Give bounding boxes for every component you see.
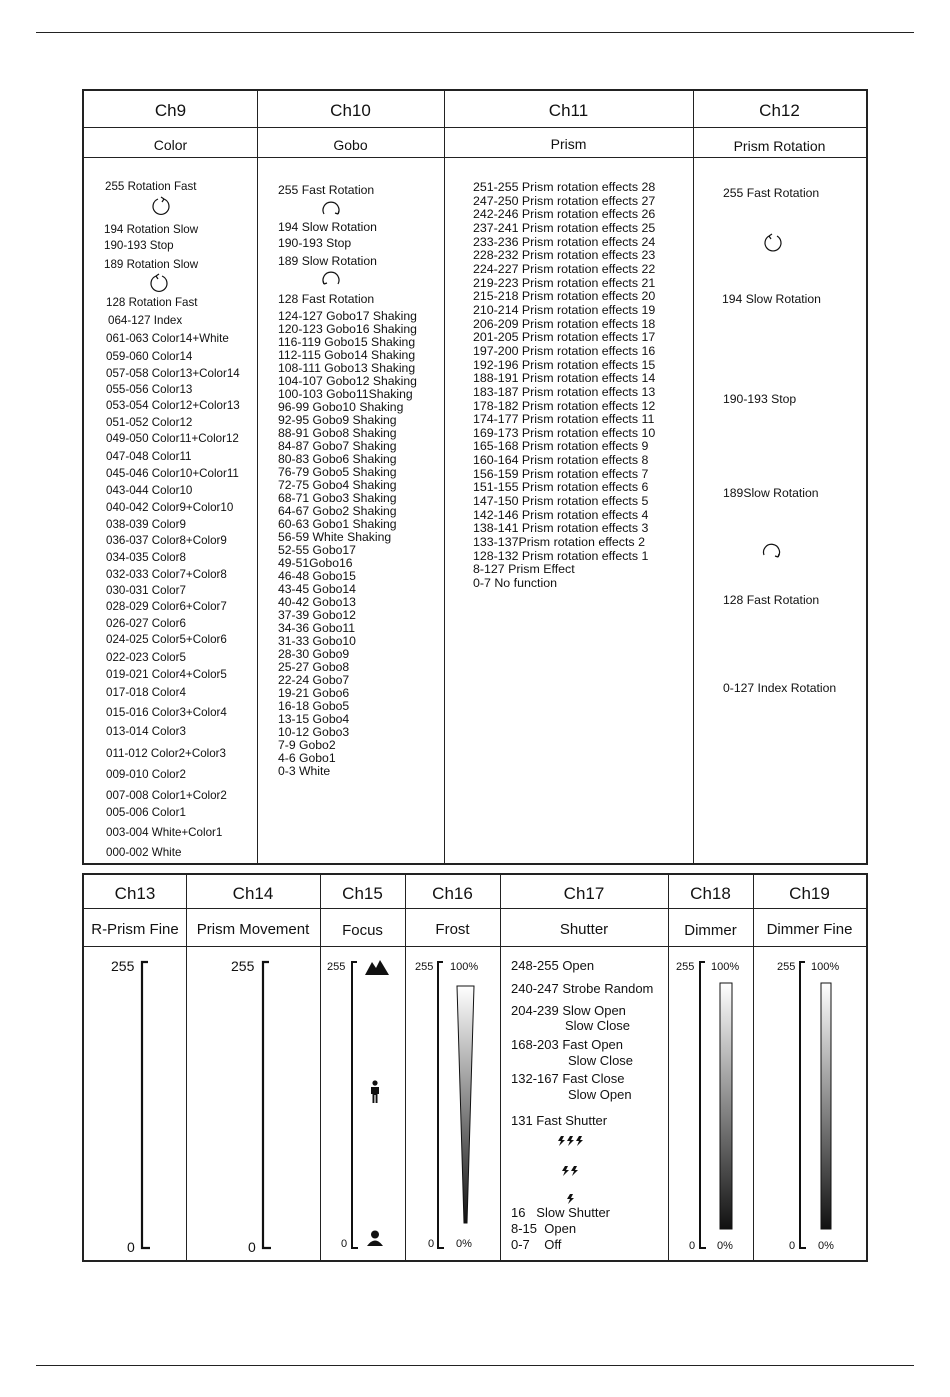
- ch9-item: 009-010 Color2: [106, 768, 186, 781]
- rotate-ccw-icon: [148, 273, 170, 295]
- name-ch12: Prism Rotation: [733, 138, 826, 154]
- ch11-item: 242-246 Prism rotation effects 26: [473, 207, 656, 222]
- ch11-item: 224-227 Prism rotation effects 22: [473, 261, 656, 276]
- ch9-item: 005-006 Color1: [106, 806, 186, 819]
- ch9-item: 045-046 Color10+Color11: [106, 467, 239, 480]
- ch11-item: 165-168 Prism rotation effects 9: [473, 439, 649, 454]
- ch11-item: 183-187 Prism rotation effects 13: [473, 384, 656, 399]
- ch9-item: 038-039 Color9: [106, 518, 186, 531]
- head-icon: [367, 1230, 383, 1246]
- rotate-ccw-icon: [762, 232, 784, 254]
- ch11-item: 147-150 Prism rotation effects 5: [473, 494, 649, 509]
- ch11-item: 188-191 Prism rotation effects 14: [473, 371, 656, 386]
- ch11-item: 128-132 Prism rotation effects 1: [473, 548, 649, 563]
- name-ch14: Prism Movement: [196, 921, 310, 938]
- ch11-item: 0-7 No function: [473, 576, 558, 591]
- ch11-item: 174-177 Prism rotation effects 11: [473, 412, 655, 427]
- header-ch14: Ch14: [232, 884, 274, 903]
- ch10-item: 190-193 Stop: [278, 236, 352, 250]
- ch11-item: 233-236 Prism rotation effects 24: [473, 234, 656, 249]
- ch12-item: 189Slow Rotation: [723, 486, 819, 500]
- ch16-pct-min: 0%: [456, 1238, 472, 1250]
- name-ch10: Gobo: [333, 137, 368, 153]
- ch9-item: 049-050 Color11+Color12: [106, 432, 239, 445]
- ch17-item: 132-167 Fast Close: [511, 1071, 625, 1086]
- ch9-item: 022-023 Color5: [106, 651, 186, 664]
- rotate-cw-icon: [150, 196, 172, 218]
- ch18-scale-bracket: [698, 962, 708, 1250]
- header-ch11: Ch11: [548, 101, 589, 120]
- name-ch15: Focus: [342, 922, 383, 939]
- ch17-low-item: 0-7 Off: [511, 1237, 562, 1252]
- ch11-item: 237-241 Prism rotation effects 25: [473, 220, 656, 235]
- ch9-item: 032-033 Color7+Color8: [106, 568, 227, 581]
- ch9-item: 034-035 Color8: [106, 551, 186, 564]
- header-ch18: Ch18: [690, 884, 731, 903]
- ch10-item: 34-36 Gobo11: [278, 621, 356, 635]
- ch18-pct-max: 100%: [711, 961, 740, 973]
- ch10-item: 40-42 Gobo13: [278, 595, 356, 609]
- header-ch19: Ch19: [789, 884, 830, 903]
- ch9-item: 061-063 Color14+White: [106, 332, 229, 345]
- ch9-item: 064-127 Index: [108, 314, 183, 327]
- ch16-scale-bracket: [436, 962, 446, 1250]
- ch10-item: 68-71 Gobo3 Shaking: [278, 491, 397, 505]
- ch12-item: 255 Fast Rotation: [723, 186, 820, 200]
- ch10-item: 16-18 Gobo5: [278, 699, 350, 713]
- ch11-item: 160-164 Prism rotation effects 8: [473, 453, 649, 468]
- ch10-item: 92-95 Gobo9 Shaking: [278, 413, 397, 427]
- ch15-min: 0: [341, 1238, 348, 1250]
- ch10-item: 25-27 Gobo8: [278, 660, 350, 674]
- name-ch16: Frost: [435, 921, 470, 938]
- ch10-item: 7-9 Gobo2: [278, 738, 336, 752]
- ch10-item: 56-59 White Shaking: [278, 530, 392, 544]
- header-ch17: Ch17: [563, 884, 605, 903]
- rotate-cw-icon: [320, 200, 342, 222]
- ch11-item: 251-255 Prism rotation effects 28: [473, 180, 656, 194]
- ch10-item: 43-45 Gobo14: [278, 582, 356, 596]
- ch17-item: 240-247 Strobe Random: [511, 981, 654, 996]
- ch19-pct-max: 100%: [811, 961, 840, 973]
- ch10-item: 84-87 Gobo7 Shaking: [278, 439, 397, 453]
- ch9-list: [106, 296, 240, 864]
- ch9-item: 013-014 Color3: [106, 725, 186, 738]
- ch17-item: 204-239 Slow Open: [511, 1003, 626, 1018]
- header-ch13: Ch13: [114, 884, 156, 903]
- ch17-item: 168-203 Fast Open: [511, 1037, 624, 1052]
- ch9-item: 057-058 Color13+Color14: [106, 367, 240, 380]
- header-ch12: Ch12: [759, 101, 800, 120]
- name-ch11: Prism: [550, 136, 587, 152]
- ch17-low-item: 8-15 Open: [511, 1221, 577, 1236]
- ch9-item: 047-048 Color11: [106, 450, 192, 463]
- ch17-item-sub: Slow Close: [565, 1018, 631, 1033]
- ch14-scale-bracket: [261, 962, 273, 1250]
- ch15-max: 255: [327, 961, 346, 973]
- ch10-item: 4-6 Gobo1: [278, 751, 336, 765]
- ch10-item: 124-127 Gobo17 Shaking: [278, 309, 417, 323]
- name-ch19: Dimmer Fine: [766, 921, 853, 938]
- ch10-item: 10-12 Gobo3: [278, 725, 350, 739]
- ch17-list: [511, 958, 653, 1131]
- ch10-item: 116-119 Gobo15 Shaking: [278, 335, 416, 349]
- ch11-item: 206-209 Prism rotation effects 18: [473, 316, 656, 331]
- ch10-item: 88-91 Gobo8 Shaking: [278, 426, 397, 440]
- rotate-cw-icon: [760, 543, 782, 565]
- ch11-item: 215-218 Prism rotation effects 20: [473, 289, 656, 304]
- ch19-scale-bracket: [798, 962, 808, 1250]
- ch17-low-list: [511, 1205, 610, 1253]
- name-ch18: Dimmer: [684, 922, 737, 939]
- name-ch9: Color: [153, 137, 188, 153]
- ch13-max: 255: [111, 958, 135, 974]
- ch10-item: 22-24 Gobo7: [278, 673, 350, 687]
- ch10-item: 72-75 Gobo4 Shaking: [278, 478, 397, 492]
- ch17-item-sub: Slow Open: [568, 1087, 632, 1102]
- ch12-item: 190-193 Stop: [723, 392, 797, 406]
- ch10-item: 49-51Gobo16: [278, 556, 353, 570]
- ch10-item: 46-48 Gobo15: [278, 569, 356, 583]
- ch10-list: [278, 310, 417, 778]
- ch9-item: 019-021 Color4+Color5: [106, 668, 227, 681]
- ch10-item: 64-67 Gobo2 Shaking: [278, 504, 397, 518]
- ch11-item: 178-182 Prism rotation effects 12: [473, 398, 656, 413]
- ch10-item: 19-21 Gobo6: [278, 686, 350, 700]
- ch14-max: 255: [231, 958, 255, 974]
- ch9-item: 026-027 Color6: [106, 617, 186, 630]
- ch10-item: 13-15 Gobo4: [278, 712, 350, 726]
- ch12-item: 194 Slow Rotation: [722, 292, 821, 306]
- top-channel-table: [82, 89, 868, 865]
- ch9-item: 017-018 Color4: [106, 686, 186, 699]
- name-ch13: R-Prism Fine: [91, 921, 179, 938]
- ch10-item: 52-55 Gobo17: [278, 543, 356, 557]
- ch11-item: 192-196 Prism rotation effects 15: [473, 357, 656, 372]
- ch10-item: 60-63 Gobo1 Shaking: [278, 517, 397, 531]
- ch10-item: 0-3 White: [278, 764, 331, 778]
- strobe-slow-icon: [566, 1194, 576, 1204]
- ch10-item: 28-30 Gobo9: [278, 647, 350, 661]
- ch11-item: 8-127 Prism Effect: [473, 562, 575, 577]
- ch9-item: 128 Rotation Fast: [106, 296, 198, 309]
- ch15-scale-bracket: [350, 962, 360, 1250]
- mountain-icon: [365, 959, 389, 975]
- ch11-item: 197-200 Prism rotation effects 16: [473, 343, 656, 358]
- ch10-item: 112-115 Gobo14 Shaking: [278, 348, 416, 362]
- bottom-channel-table: [82, 873, 868, 1262]
- header-ch15: Ch15: [342, 884, 383, 903]
- ch10-item: 37-39 Gobo12: [278, 608, 356, 622]
- ch11-item: 169-173 Prism rotation effects 10: [473, 425, 656, 440]
- ch10-item: 128 Fast Rotation: [278, 292, 375, 306]
- ch10-item: 255 Fast Rotation: [278, 183, 375, 197]
- ch9-item: 003-004 White+Color1: [106, 826, 223, 839]
- ch19-dimmer-ramp: [820, 982, 832, 1230]
- ch18-dimmer-ramp: [719, 982, 733, 1230]
- ch11-item: 156-159 Prism rotation effects 7: [473, 466, 649, 481]
- ch19-pct-min: 0%: [818, 1240, 834, 1252]
- ch17-item: 248-255 Open: [511, 958, 595, 973]
- ch13-min: 0: [127, 1239, 135, 1255]
- ch9-item: 043-044 Color10: [106, 484, 193, 497]
- ch11-list: [473, 181, 655, 591]
- ch13-scale-bracket: [140, 962, 152, 1250]
- ch12-item: 0-127 Index Rotation: [723, 681, 837, 695]
- ch10-item: 108-111 Gobo13 Shaking: [278, 361, 416, 375]
- ch10-item: 194 Slow Rotation: [278, 220, 377, 234]
- ch9-item: 189 Rotation Slow: [104, 258, 199, 271]
- ch11-item: 151-155 Prism rotation effects 6: [473, 480, 649, 495]
- ch11-item: 201-205 Prism rotation effects 17: [473, 330, 656, 345]
- ch10-item: 100-103 Gobo11Shaking: [278, 387, 413, 401]
- ch9-item: 024-025 Color5+Color6: [106, 633, 227, 646]
- ch10-item: 31-33 Gobo10: [278, 634, 356, 648]
- rotate-ccw-icon: [320, 270, 342, 292]
- ch9-item: 194 Rotation Slow: [104, 223, 199, 236]
- ch9-item: 000-002 White: [106, 846, 182, 859]
- ch9-item: 015-016 Color3+Color4: [106, 706, 227, 719]
- ch16-max: 255: [415, 961, 434, 973]
- ch9-item: 007-008 Color1+Color2: [106, 789, 227, 802]
- ch18-min: 0: [689, 1240, 696, 1252]
- ch18-max: 255: [676, 961, 695, 973]
- ch12-item: 128 Fast Rotation: [723, 593, 820, 607]
- ch11-item: 210-214 Prism rotation effects 19: [473, 302, 656, 317]
- ch9-item: 055-056 Color13: [106, 383, 193, 396]
- ch14-min: 0: [248, 1239, 256, 1255]
- ch10-item: 120-123 Gobo16 Shaking: [278, 322, 417, 336]
- ch11-item: 228-232 Prism rotation effects 23: [473, 248, 656, 263]
- header-ch9: Ch9: [154, 101, 187, 120]
- ch11-item: 133-137Prism rotation effects 2: [473, 535, 645, 550]
- ch16-min: 0: [428, 1238, 435, 1250]
- ch18-pct-min: 0%: [717, 1240, 733, 1252]
- bottom-rule: [36, 1365, 914, 1366]
- ch10-item: 104-107 Gobo12 Shaking: [278, 374, 417, 388]
- name-ch17: Shutter: [559, 921, 609, 938]
- ch10-item: 189 Slow Rotation: [278, 254, 377, 268]
- ch9-item: 028-029 Color6+Color7: [106, 600, 227, 613]
- header-ch16: Ch16: [432, 884, 473, 903]
- ch11-item: 138-141 Prism rotation effects 3: [473, 521, 649, 536]
- ch9-item: 059-060 Color14: [106, 350, 193, 363]
- ch19-min: 0: [789, 1240, 796, 1252]
- person-icon: [369, 1080, 381, 1104]
- ch9-item: 011-012 Color2+Color3: [106, 747, 226, 760]
- ch10-item: 96-99 Gobo10 Shaking: [278, 400, 404, 414]
- ch11-item: 219-223 Prism rotation effects 21: [473, 275, 656, 290]
- ch16-frost-ramp: [456, 985, 476, 1225]
- ch9-item: 051-052 Color12: [106, 416, 193, 429]
- ch10-item: 80-83 Gobo6 Shaking: [278, 452, 397, 466]
- ch19-max: 255: [777, 961, 796, 973]
- ch9-item: 040-042 Color9+Color10: [106, 501, 234, 514]
- header-ch10: Ch10: [330, 101, 371, 120]
- ch9-item: 053-054 Color12+Color13: [106, 399, 240, 412]
- ch10-item: 76-79 Gobo5 Shaking: [278, 465, 397, 479]
- ch9-item: 036-037 Color8+Color9: [106, 534, 227, 547]
- ch11-item: 142-146 Prism rotation effects 4: [473, 507, 649, 522]
- ch11-item: 247-250 Prism rotation effects 27: [473, 193, 656, 208]
- ch9-item: 255 Rotation Fast: [105, 180, 197, 193]
- ch16-pct-max: 100%: [450, 961, 479, 973]
- ch17-item-sub: Slow Close: [568, 1053, 634, 1068]
- ch9-item: 030-031 Color7: [106, 584, 186, 597]
- ch17-low-item: 16 Slow Shutter: [511, 1205, 610, 1220]
- ch9-item: 190-193 Stop: [104, 239, 174, 252]
- ch17-item: 131 Fast Shutter: [511, 1113, 608, 1128]
- strobe-medium-icon: [561, 1166, 581, 1176]
- top-rule: [36, 32, 914, 33]
- strobe-fast-icon: [557, 1136, 587, 1146]
